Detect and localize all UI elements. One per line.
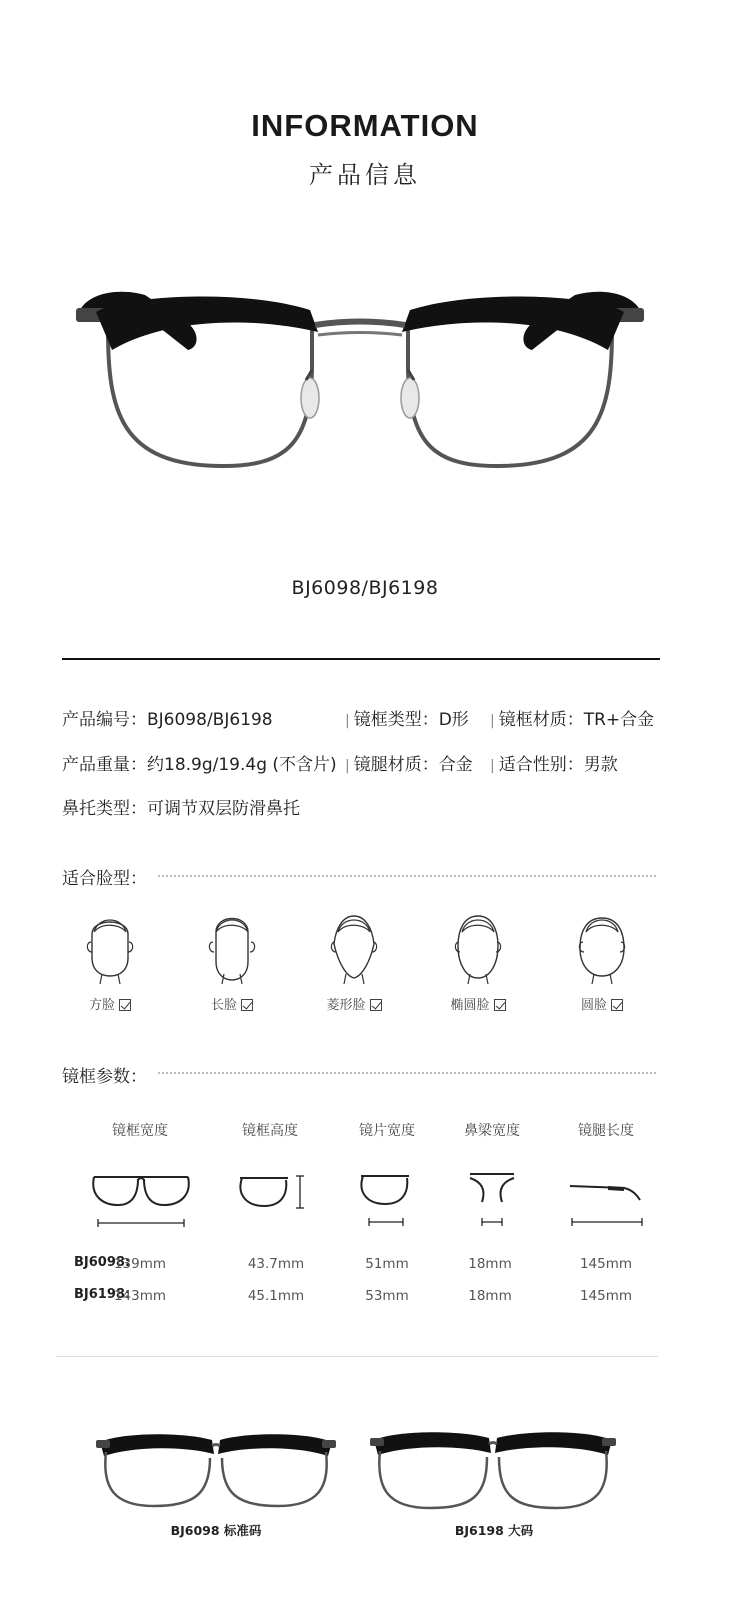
separator: |	[490, 713, 495, 729]
spec-frame-type	[345, 705, 469, 730]
face-shape-caption	[562, 994, 642, 1013]
faces-dotted-line	[158, 875, 656, 877]
param-header-frame-height: 镜框高度	[242, 1123, 298, 1139]
param-value: 53mm	[365, 1288, 409, 1304]
spec-weight	[62, 750, 337, 775]
spec-weight-value: 约18.9g/19.4g (不含片)	[147, 755, 337, 775]
spec-code-label: 产品编号：	[62, 710, 147, 730]
face-shape-item	[70, 908, 150, 1013]
check-icon	[494, 999, 506, 1011]
spec-frame-type-label: 镜框类型：	[353, 710, 439, 730]
face-shape-item	[192, 908, 272, 1013]
spec-weight-label: 产品重量：	[62, 755, 147, 775]
face-shape-item	[562, 908, 642, 1013]
lens-width-diagram	[357, 1168, 413, 1230]
face-shape-item	[314, 908, 394, 1013]
face-shape-label: 圆脸	[580, 998, 607, 1013]
face-outline-icon	[80, 908, 140, 984]
spec-frame-type-value: D形	[438, 710, 469, 730]
param-header-lens-width: 镜片宽度	[359, 1123, 415, 1139]
spec-temple-material	[345, 750, 473, 775]
nose-pad-right	[401, 378, 419, 418]
page-title-cn: 产品信息	[309, 161, 421, 189]
spec-temple-material-label: 镜腿材质：	[353, 755, 439, 775]
face-shape-label: 椭圆脸	[450, 998, 490, 1013]
faces-title: 适合脸型：	[62, 869, 147, 889]
browline-right	[402, 297, 624, 350]
temple-length-diagram	[568, 1176, 646, 1230]
face-outline-icon	[448, 908, 508, 984]
glasses-large-image	[368, 1426, 618, 1514]
hero-glasses-image	[60, 270, 660, 490]
spec-temple-material-value: 合金	[438, 755, 473, 775]
params-dotted-line	[158, 1072, 656, 1074]
spec-nosepad-value: 可调节双层防滑鼻托	[147, 799, 300, 819]
check-icon	[119, 999, 131, 1011]
param-value: 145mm	[579, 1288, 633, 1304]
check-icon	[241, 999, 253, 1011]
face-shape-label: 长脸	[210, 998, 237, 1013]
param-value: 45.1mm	[247, 1288, 305, 1304]
browline-left	[96, 297, 318, 350]
param-row-model: BJ6098:	[74, 1255, 131, 1270]
spec-frame-material-value: TR+合金	[583, 710, 655, 730]
check-icon	[370, 999, 382, 1011]
param-value: 145mm	[579, 1256, 633, 1272]
page-title-en: INFORMATION	[251, 108, 479, 143]
param-value: 139mm	[113, 1256, 167, 1272]
separator: |	[345, 758, 350, 774]
rim-left	[108, 330, 312, 466]
param-value: 18mm	[468, 1288, 512, 1304]
rim-right	[408, 330, 612, 466]
face-shape-label: 菱形脸	[326, 998, 366, 1013]
separator: |	[345, 713, 350, 729]
spec-nosepad	[62, 794, 300, 819]
param-value: 143mm	[113, 1288, 167, 1304]
spec-nosepad-label: 鼻托类型：	[62, 799, 147, 819]
frame-height-diagram	[236, 1168, 306, 1218]
spec-code-value: BJ6098/BJ6198	[147, 710, 273, 730]
face-outline-icon	[572, 908, 632, 984]
caption-large-size: BJ6198 大码	[454, 1523, 534, 1538]
bridge	[315, 322, 405, 326]
spec-gender	[490, 750, 618, 775]
bridge-lower	[318, 333, 402, 336]
param-header-bridge-width: 鼻梁宽度	[464, 1123, 520, 1139]
param-value: 43.7mm	[247, 1256, 305, 1272]
divider	[62, 658, 660, 660]
separator: |	[490, 758, 495, 774]
nose-pad-left	[301, 378, 319, 418]
face-shape-caption	[70, 994, 150, 1013]
param-header-temple-length: 镜腿长度	[578, 1123, 634, 1139]
caption-standard-size: BJ6098 标准码	[170, 1523, 262, 1538]
face-shape-item	[438, 908, 518, 1013]
spec-gender-label: 适合性别：	[498, 755, 584, 775]
face-shape-caption	[192, 994, 272, 1013]
product-model: BJ6098/BJ6198	[291, 577, 439, 599]
divider-light	[56, 1356, 658, 1357]
param-row-model: BJ6198:	[74, 1287, 131, 1302]
param-value: 51mm	[365, 1256, 409, 1272]
spec-gender-value: 男款	[583, 755, 618, 775]
face-shape-label: 方脸	[88, 998, 115, 1013]
check-icon	[611, 999, 623, 1011]
param-header-frame-width: 镜框宽度	[112, 1123, 168, 1139]
face-outline-icon	[324, 908, 384, 984]
face-outline-icon	[202, 908, 262, 984]
face-shape-caption	[438, 994, 518, 1013]
spec-code	[62, 705, 273, 730]
params-title: 镜框参数：	[62, 1067, 147, 1087]
glasses-standard-image	[94, 1428, 338, 1512]
face-shape-caption	[314, 994, 394, 1013]
bridge-width-diagram	[466, 1168, 518, 1230]
param-value: 18mm	[468, 1256, 512, 1272]
spec-frame-material	[490, 705, 654, 730]
frame-width-diagram	[88, 1165, 194, 1231]
spec-frame-material-label: 镜框材质：	[498, 710, 584, 730]
